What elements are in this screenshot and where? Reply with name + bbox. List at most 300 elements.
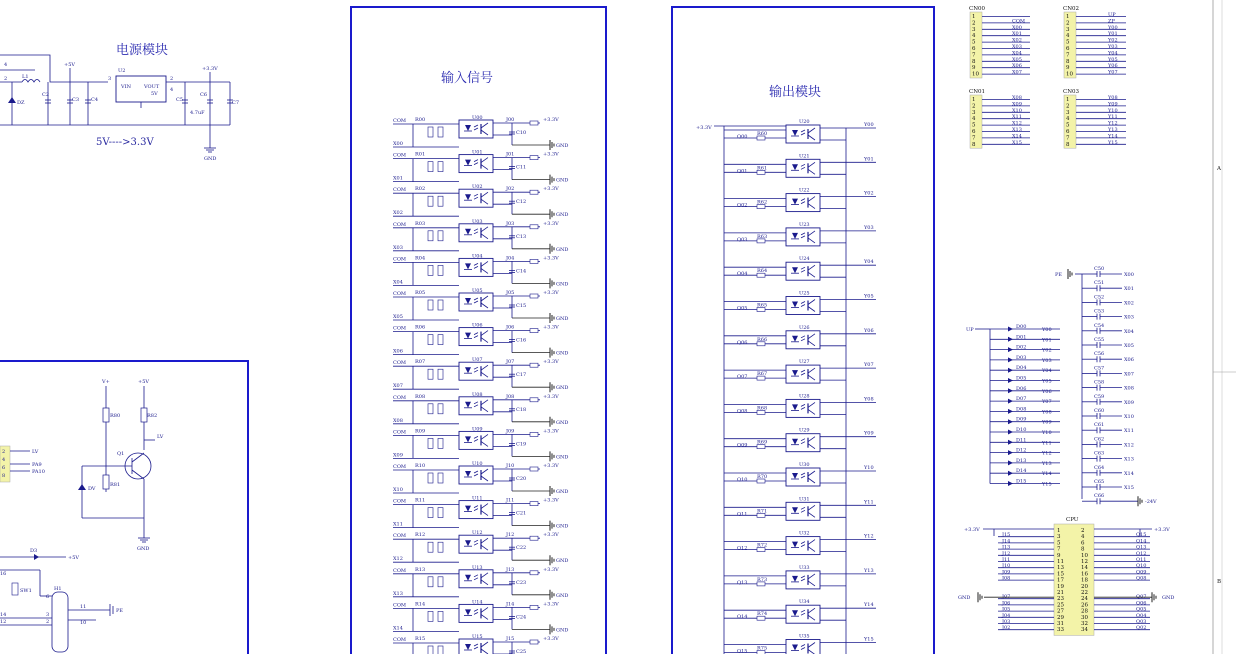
connector-net-label: X00 (1012, 24, 1022, 31)
input-opto-label: U05 (472, 288, 483, 294)
svg-text:D3: D3 (30, 548, 38, 554)
input-x-label: X07 (393, 383, 403, 390)
input-v33-label: +3.3V (543, 220, 559, 227)
input-resistor-label: R01 (415, 151, 426, 158)
input-row (393, 115, 568, 150)
input-com-label: COM (393, 325, 407, 332)
input-v33-label: +3.3V (543, 393, 559, 400)
diode-net-label: Y14 (1042, 471, 1052, 478)
resistor-r81 (103, 475, 109, 489)
connector-pin-number: 8 (1066, 58, 1070, 65)
output-opto-label: U33 (799, 564, 810, 571)
diode-label: D08 (1016, 406, 1027, 413)
cap-net-label: X13 (1124, 456, 1134, 463)
cap-net-label: X11 (1124, 428, 1134, 435)
input-v33-label: +3.3V (543, 117, 559, 123)
diode-icon (1008, 378, 1013, 383)
indicator-circuit (0, 379, 164, 652)
connector-pin-number: 5 (972, 39, 976, 46)
cpu-pin-left: 21 (1057, 590, 1064, 596)
diode-net-label: Y10 (1042, 430, 1052, 436)
cap-label: C56 (1094, 351, 1105, 358)
input-cap-label: C22 (516, 545, 527, 552)
zone-b-label: B (1217, 579, 1222, 585)
output-y-label: Y08 (864, 396, 874, 403)
cap-net-label: X04 (1124, 328, 1134, 335)
diode-label: D03 (1016, 354, 1027, 361)
output-optocoupler (786, 640, 820, 654)
cpu-pin-right: 30 (1081, 614, 1088, 621)
cap-net-label: X05 (1124, 343, 1134, 349)
connector-pin-number: 8 (972, 141, 976, 148)
diode-net-label: Y05 (1042, 378, 1052, 385)
output-q-label: Q06 (737, 339, 748, 346)
connector-pin-number: 3 (1066, 26, 1070, 33)
svg-text:PA9: PA9 (32, 462, 42, 468)
output-q-label: Q03 (737, 236, 748, 243)
svg-text:C2: C2 (42, 92, 50, 98)
input-gnd-label: GND (556, 419, 569, 426)
output-row (724, 428, 876, 452)
connector-net-label: Y06 (1108, 63, 1118, 70)
cpu-net-left: J07 (1002, 594, 1011, 601)
cpu-pin-right: 8 (1081, 546, 1085, 553)
input-row (393, 461, 568, 496)
input-row (393, 599, 568, 634)
diode-dv-icon (78, 484, 86, 490)
connector-pin-number: 5 (1066, 122, 1070, 129)
cpu-net-right: Q02 (1136, 625, 1147, 632)
svg-text:SW1: SW1 (20, 588, 32, 594)
connector-pin-number: 6 (1066, 129, 1070, 135)
cap-label: C65 (1094, 479, 1105, 485)
output-supply-label: +3.3V (696, 125, 712, 131)
input-row (393, 496, 568, 531)
input-opto-label: U11 (472, 495, 483, 502)
cpu-net-right: Q08 (1136, 575, 1147, 582)
connector-pin-number: 8 (1066, 141, 1070, 148)
svg-text:LV: LV (157, 434, 164, 440)
output-opto-label: U30 (799, 462, 810, 468)
input-resistor-label: R09 (415, 428, 426, 435)
output-opto-label: U21 (799, 153, 810, 160)
output-row (724, 634, 876, 654)
svg-text:4: 4 (4, 62, 8, 68)
cpu-pin-left: 5 (1057, 540, 1061, 547)
diode-icon (1008, 440, 1013, 445)
connector-net-label: Y13 (1108, 127, 1118, 133)
power-module-note: 5V---->3.3V (96, 137, 154, 148)
svg-text:Q1: Q1 (117, 451, 125, 457)
input-opto-label: U10 (472, 461, 483, 467)
input-gnd-label: GND (556, 212, 569, 219)
cpu-pin-left: 13 (1057, 565, 1064, 572)
input-resistor-label: R00 (415, 117, 426, 123)
svg-text:DZ: DZ (17, 100, 25, 106)
input-cap-label: C23 (516, 579, 527, 586)
connector-net-label: Y03 (1108, 44, 1118, 50)
input-com-label: COM (393, 464, 407, 470)
input-cap-label: C10 (516, 130, 527, 136)
diode-icon (1008, 357, 1013, 362)
output-q-label: Q09 (737, 442, 748, 449)
cpu-net-left: J05 (1002, 606, 1011, 613)
connector-pin-number: 2 (1066, 20, 1070, 27)
diode-label: D04 (1016, 365, 1027, 372)
input-x-label: X10 (393, 487, 403, 493)
output-y-label: Y02 (864, 190, 874, 197)
diode-up-label: UP (966, 327, 974, 333)
input-com-label: COM (393, 637, 407, 643)
cpu-pin-right: 20 (1081, 583, 1088, 590)
connector-pin-number: 1 (1066, 97, 1070, 103)
input-x-label: X04 (393, 279, 403, 286)
diode-net-label: Y06 (1042, 388, 1052, 395)
svg-text:4: 4 (170, 87, 174, 93)
svg-text:5V: 5V (151, 91, 158, 97)
input-cap-label: C13 (516, 233, 527, 240)
output-y-label: Y05 (864, 293, 874, 300)
svg-text:R81: R81 (110, 482, 121, 488)
cpu-net-left: J14 (1002, 538, 1011, 545)
cpu-v33-left: +3.3V (964, 527, 980, 533)
cpu-pin-right: 16 (1081, 571, 1088, 578)
diode-net-label: Y12 (1042, 450, 1052, 457)
svg-text:U2: U2 (118, 68, 126, 74)
svg-text:8: 8 (2, 473, 6, 479)
output-row (724, 393, 876, 417)
svg-text:+3.3V: +3.3V (202, 66, 218, 72)
input-opto-label: U15 (472, 634, 483, 640)
input-row (393, 634, 568, 654)
input-opto-label: U09 (472, 426, 483, 433)
diode-label: D12 (1016, 447, 1027, 454)
output-resistor-label: R61 (757, 165, 768, 172)
cpu-net-right: Q09 (1136, 569, 1147, 576)
input-v33-label: +3.3V (543, 255, 559, 262)
cap-net-label: X01 (1124, 286, 1134, 293)
input-row (393, 288, 568, 323)
cpu-pin-left: 3 (1057, 534, 1061, 541)
output-row (724, 531, 876, 555)
output-y-label: Y04 (864, 259, 874, 266)
cap-label: C64 (1094, 464, 1105, 471)
output-row (724, 325, 876, 349)
diode-icon (1008, 409, 1013, 414)
connector-cn03 (1063, 89, 1126, 148)
diode-label: D09 (1016, 416, 1027, 423)
connector-net-label: X07 (1012, 69, 1022, 76)
connector-net-label: X09 (1012, 101, 1022, 108)
connector-pin-number: 7 (1066, 135, 1070, 142)
connector-pin-number: 7 (972, 135, 976, 142)
output-y-label: Y15 (864, 636, 874, 643)
input-v33-label: +3.3V (543, 497, 559, 504)
input-j-label: J07 (506, 359, 515, 366)
input-com-label: COM (393, 118, 407, 124)
diode-net-label: Y07 (1042, 399, 1052, 406)
cap-label: C59 (1094, 393, 1105, 400)
input-row (393, 219, 568, 254)
cap-label: C52 (1094, 294, 1105, 301)
cpu-pin-left: 9 (1057, 552, 1061, 559)
diode-label: D13 (1016, 457, 1027, 464)
output-resistor-label: R72 (757, 542, 768, 549)
output-y-label: Y10 (864, 465, 874, 471)
input-v33-label: +3.3V (543, 532, 559, 539)
output-y-label: Y11 (864, 499, 874, 506)
input-cap-label: C25 (516, 649, 527, 654)
input-gnd-label: GND (556, 177, 569, 184)
input-com-label: COM (393, 360, 407, 367)
input-com-label: COM (393, 567, 407, 574)
input-x-label: X08 (393, 417, 403, 424)
input-resistor-label: R12 (415, 532, 426, 539)
input-gnd-label: GND (556, 523, 569, 530)
connector-pin-number: 4 (1066, 33, 1070, 40)
cap-label: C53 (1094, 308, 1105, 315)
output-resistor-label: R75 (757, 645, 768, 652)
db9-connector-h1 (52, 592, 68, 652)
input-gnd-label: GND (556, 350, 569, 357)
connector-pin-number: 1 (1066, 14, 1070, 20)
input-opto-label: U13 (472, 564, 483, 571)
input-v33-label: +3.3V (543, 463, 559, 469)
cpu-net-right: Q13 (1136, 544, 1147, 551)
cpu-net-right: Q10 (1136, 563, 1147, 570)
svg-text:4: 4 (2, 457, 6, 463)
input-cap-label: C11 (516, 164, 527, 171)
cpu-net-left: J10 (1002, 563, 1011, 570)
svg-text:3: 3 (46, 612, 50, 618)
cpu-net-left: J15 (1002, 532, 1011, 539)
diode-icon (1008, 337, 1013, 342)
cap-label: C66 (1094, 493, 1105, 500)
cpu-pin-left: 23 (1057, 596, 1064, 603)
cap-net-label: X03 (1124, 314, 1134, 321)
output-resistor-label: R67 (757, 371, 768, 378)
zone-a-label: A (1217, 166, 1221, 172)
cap-label: C63 (1094, 450, 1105, 457)
output-y-label: Y03 (864, 224, 874, 231)
svg-text:H1: H1 (54, 586, 62, 592)
input-resistor-label: R04 (415, 255, 426, 262)
input-x-label: X00 (393, 141, 403, 147)
input-j-label: J09 (506, 428, 515, 435)
cpu-net-left: J02 (1002, 625, 1011, 632)
cpu-pin-right: 10 (1081, 552, 1088, 559)
input-opto-label: U14 (472, 599, 483, 606)
output-opto-label: U25 (799, 290, 810, 297)
cap-label: C58 (1094, 379, 1105, 386)
diode-icon (1008, 327, 1013, 332)
connector-pin-number: 2 (972, 20, 976, 27)
output-opto-label: U27 (799, 359, 810, 366)
output-q-label: Q01 (737, 168, 748, 175)
diode-icon (1008, 347, 1013, 352)
input-cap-label: C14 (516, 268, 527, 275)
cpu-pin-left: 11 (1057, 559, 1064, 565)
input-row (393, 357, 568, 392)
input-com-label: COM (393, 602, 407, 609)
svg-text:6: 6 (46, 594, 50, 600)
svg-text:DV: DV (88, 486, 96, 492)
input-x-label: X06 (393, 348, 403, 355)
input-j-label: J05 (506, 290, 515, 296)
cpu-pin-right: 28 (1081, 608, 1088, 615)
diode-net-label: Y03 (1042, 357, 1052, 364)
input-com-label: COM (393, 152, 407, 159)
input-row (393, 392, 568, 427)
input-v33-label: +3.3V (543, 636, 559, 642)
output-opto-label: U23 (799, 221, 810, 228)
output-y-label: Y07 (864, 362, 874, 369)
input-j-label: J11 (506, 497, 515, 504)
connector-pin-number: 6 (972, 46, 976, 52)
svg-text:C7: C7 (232, 100, 240, 106)
svg-text:PE: PE (116, 608, 124, 614)
svg-text:C5: C5 (176, 97, 184, 103)
output-y-label: Y09 (864, 430, 874, 437)
cpu-pin-right: 34 (1081, 627, 1088, 634)
input-x-label: X05 (393, 314, 403, 320)
cpu-pin-right: 32 (1081, 621, 1088, 627)
diode-icon (1008, 460, 1013, 465)
output-q-label: Q05 (737, 305, 748, 312)
diode-net-label: Y13 (1042, 460, 1052, 467)
svg-text:L1: L1 (22, 74, 29, 80)
output-resistor-label: R62 (757, 199, 768, 206)
input-j-label: J03 (506, 220, 515, 227)
input-com-label: COM (393, 291, 407, 297)
cap-supply-label: -24V (1145, 499, 1157, 506)
input-opto-label: U12 (472, 530, 483, 537)
input-j-label: J04 (506, 255, 515, 262)
cpu-net-left: J13 (1002, 544, 1011, 551)
input-cap-label: C18 (516, 406, 527, 413)
output-q-label: Q08 (737, 408, 748, 415)
output-row (724, 222, 876, 246)
svg-text:VIN: VIN (121, 84, 131, 90)
connector-pin-number: 3 (972, 109, 976, 116)
input-com-label: COM (393, 498, 407, 505)
svg-text:PA10: PA10 (32, 469, 45, 475)
input-gnd-label: GND (556, 281, 569, 288)
connector-pin-number: 4 (972, 116, 976, 123)
input-resistor-label: R13 (415, 566, 426, 573)
zener-diode-icon (8, 97, 16, 103)
diode-d3-icon (34, 554, 39, 560)
input-cap-label: C17 (516, 372, 527, 379)
svg-text:+5V: +5V (68, 555, 79, 561)
input-resistor-label: R06 (415, 324, 426, 331)
connector-name: CN00 (969, 6, 986, 12)
diode-net-label: Y08 (1042, 409, 1052, 416)
cpu-net-right: Q06 (1136, 600, 1147, 607)
input-gnd-label: GND (556, 454, 569, 461)
output-q-label: Q12 (737, 545, 748, 552)
output-resistor-label: R65 (757, 302, 768, 309)
connector-net-label: Y04 (1108, 50, 1118, 57)
connector-pin-number: 10 (1066, 71, 1073, 78)
svg-text:GND: GND (204, 156, 217, 162)
diode-icon (1008, 481, 1013, 486)
input-gnd-label: GND (556, 558, 569, 565)
svg-text:+5V: +5V (138, 379, 149, 385)
connector-pin-number: 9 (1066, 65, 1070, 72)
svg-text:C3: C3 (72, 97, 80, 103)
input-row (393, 565, 568, 600)
input-resistor-label: R02 (415, 186, 426, 193)
cap-net-label: X06 (1124, 357, 1134, 364)
output-opto-label: U31 (799, 496, 810, 503)
input-com-label: COM (393, 394, 407, 401)
output-y-label: Y12 (864, 533, 874, 540)
input-j-label: J13 (506, 566, 515, 573)
cpu-net-right: Q04 (1136, 612, 1147, 619)
cpu-pin-right: 6 (1081, 540, 1085, 547)
connector-net-label: X04 (1012, 50, 1022, 57)
input-gnd-label: GND (556, 246, 569, 253)
cap-label: C57 (1094, 365, 1105, 372)
connector-net-label: X15 (1012, 139, 1022, 146)
connector-pin-number: 1 (972, 14, 976, 20)
diode-icon (1008, 419, 1013, 424)
output-resistor-label: R66 (757, 336, 768, 343)
input-cap-label: C12 (516, 199, 527, 206)
cap-net-label: X15 (1124, 485, 1134, 491)
output-resistor-label: R68 (757, 405, 768, 412)
input-gnd-label: GND (556, 489, 569, 495)
input-gnd-label: GND (556, 627, 569, 634)
input-com-label: COM (393, 221, 407, 228)
input-x-label: X01 (393, 175, 403, 182)
input-resistor-label: R14 (415, 601, 426, 608)
svg-text:R82: R82 (147, 413, 158, 419)
input-v33-label: +3.3V (543, 359, 559, 366)
connector-name: CN03 (1063, 89, 1080, 95)
input-j-label: J02 (506, 186, 515, 193)
connector-net-label: Y15 (1108, 139, 1118, 146)
output-q-label: Q14 (737, 614, 748, 621)
input-cap-label: C19 (516, 441, 527, 448)
input-row (393, 184, 568, 219)
output-q-label: Q07 (737, 374, 748, 381)
output-opto-label: U29 (799, 427, 810, 434)
cpu-gnd-left: GND (958, 595, 971, 602)
diode-label: D10 (1016, 427, 1027, 433)
output-opto-label: U24 (799, 256, 810, 263)
diode-net-label: Y04 (1042, 368, 1052, 375)
connector-net-label: Y00 (1108, 24, 1118, 31)
bottom-left-frame (0, 361, 248, 654)
connector-pin-number: 8 (972, 58, 976, 65)
svg-text:16: 16 (0, 571, 7, 577)
connector-pin-number: 10 (972, 71, 979, 78)
cpu-net-right: Q11 (1136, 557, 1147, 563)
output-y-label: Y00 (864, 122, 874, 128)
output-resistor-label: R63 (757, 233, 768, 240)
input-j-label: J15 (506, 636, 515, 642)
output-q-label: Q10 (737, 477, 748, 483)
connector-net-label: X10 (1012, 107, 1022, 114)
connector-net-label: X03 (1012, 44, 1022, 50)
output-resistor-label: R64 (757, 268, 768, 275)
svg-text:2: 2 (46, 619, 50, 625)
cap-label: C51 (1094, 280, 1105, 287)
output-q-label: Q00 (737, 134, 748, 140)
output-y-label: Y06 (864, 327, 874, 334)
